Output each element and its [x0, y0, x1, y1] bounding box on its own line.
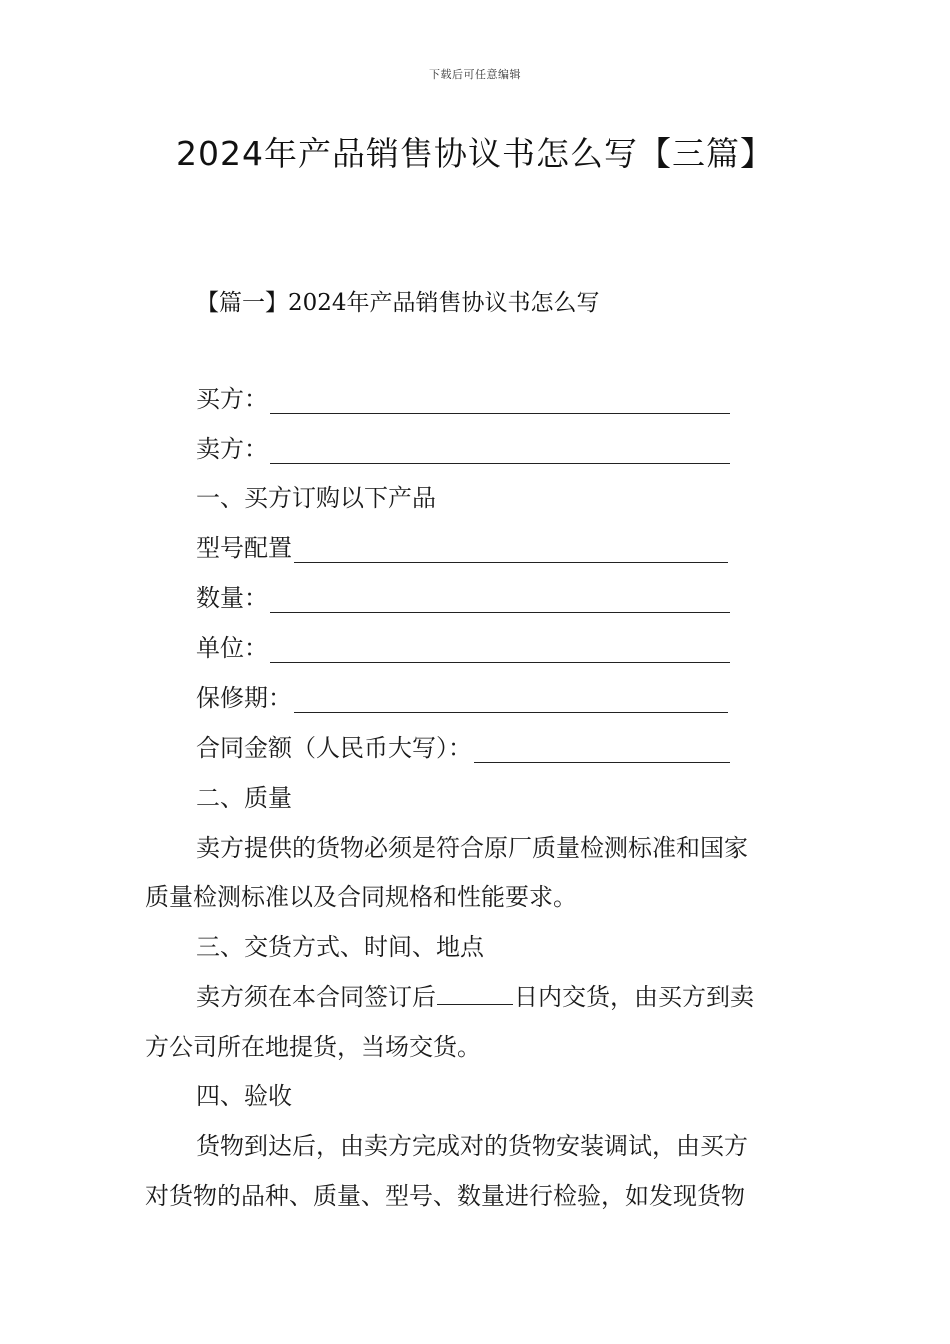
warranty-label: 保修期： — [196, 684, 292, 712]
quality-paragraph-line-1: 卖方提供的货物必须是符合原厂质量检测标准和国家 — [196, 834, 748, 862]
model-config-blank — [294, 540, 728, 563]
section-title: 【篇一】2024年产品销售协议书怎么写 — [196, 290, 600, 316]
quantity-field — [196, 583, 730, 613]
document-title: 2024年产品销售协议书怎么写【三篇】 — [176, 134, 774, 173]
heading-delivery: 三、交货方式、时间、地点 — [196, 933, 484, 961]
heading-acceptance: 四、验收 — [196, 1082, 292, 1110]
buyer-label: 买方： — [196, 385, 268, 413]
delivery-days-blank — [437, 982, 513, 1005]
header-note: 下载后可任意编辑 — [429, 68, 521, 81]
delivery-text-before-blank: 卖方须在本合同签订后 — [196, 983, 436, 1011]
contract-amount-field — [196, 733, 730, 763]
warranty-field — [196, 683, 728, 713]
heading-quality: 二、质量 — [196, 784, 292, 812]
acceptance-paragraph-line-1: 货物到达后，由卖方完成对的货物安装调试，由买方 — [196, 1132, 748, 1160]
model-config-field — [196, 533, 728, 563]
delivery-paragraph-line-1 — [196, 982, 754, 1012]
warranty-blank — [294, 690, 728, 713]
buyer-blank — [270, 391, 730, 414]
acceptance-paragraph-line-2: 对货物的品种、质量、型号、数量进行检验，如发现货物 — [145, 1182, 745, 1210]
unit-label: 单位： — [196, 634, 268, 662]
quantity-blank — [270, 590, 730, 613]
unit-field — [196, 633, 730, 663]
heading-order: 一、买方订购以下产品 — [196, 484, 436, 512]
unit-blank — [270, 640, 730, 663]
delivery-paragraph-line-2: 方公司所在地提货，当场交货。 — [145, 1033, 481, 1061]
delivery-text-after-blank: 日内交货，由买方到卖 — [514, 983, 754, 1011]
model-config-label: 型号配置 — [196, 534, 292, 562]
seller-label: 卖方： — [196, 435, 268, 463]
seller-field — [196, 434, 730, 464]
contract-amount-blank — [474, 740, 730, 763]
quantity-label: 数量： — [196, 584, 268, 612]
contract-amount-label: 合同金额（人民币大写）： — [196, 734, 472, 762]
quality-paragraph-line-2: 质量检测标准以及合同规格和性能要求。 — [145, 883, 577, 911]
seller-blank — [270, 441, 730, 464]
buyer-field — [196, 384, 730, 414]
